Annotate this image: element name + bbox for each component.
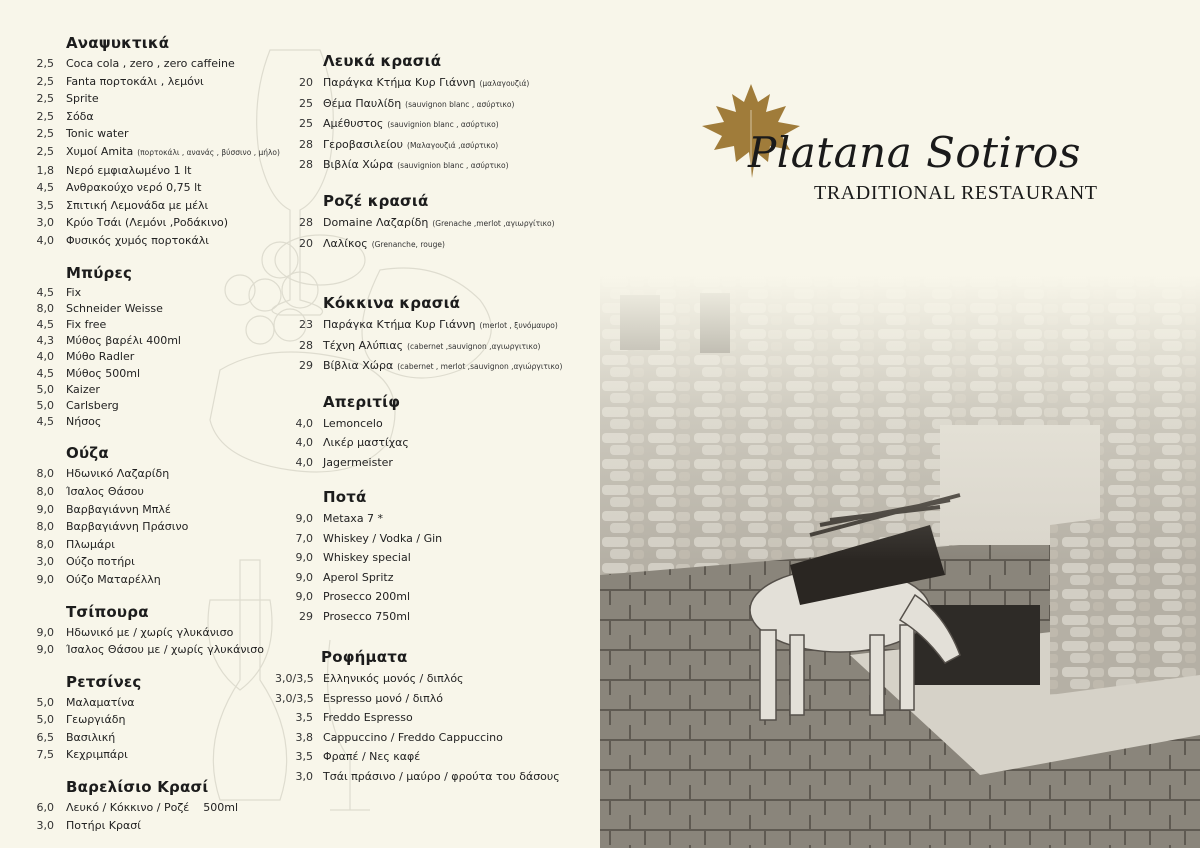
item-name: Πλωμάρι (66, 537, 115, 551)
item-price: 4,5 (36, 285, 54, 299)
item-price: 8,0 (36, 301, 54, 315)
item-name: Τσάι πράσινο / μαύρο / φρούτα του δάσους (323, 769, 560, 783)
menu-item (30, 817, 275, 835)
item-price: 9,0 (295, 570, 313, 584)
menu-item (275, 356, 595, 377)
menu-item (275, 336, 595, 357)
item-note: (sauvignion blanc , ασύρτικο) (387, 120, 499, 130)
menu-item (30, 398, 275, 414)
item-price: 28 (299, 215, 313, 229)
menu-item (275, 509, 595, 529)
item-price: 4,5 (36, 181, 54, 195)
item-price: 2,5 (36, 92, 54, 106)
section-title: Ρετσίνες (66, 672, 142, 691)
item-name: Ελληνικός μονός / διπλός (323, 672, 464, 686)
menu-item (30, 382, 275, 398)
item-price: 6,0 (36, 801, 54, 815)
menu-item (275, 433, 595, 453)
item-price: 20 (299, 236, 313, 250)
menu-item (30, 214, 275, 232)
menu-item (30, 143, 280, 162)
item-name: Παράγκα Κτήμα Κυρ Γιάννη (323, 76, 476, 89)
item-name: Schneider Weisse (66, 301, 163, 315)
menu-item (275, 234, 595, 255)
menu-item (30, 518, 275, 536)
item-price: 4,5 (36, 317, 54, 331)
menu-item (275, 315, 595, 336)
item-name: Κεχριμπάρι (66, 748, 128, 762)
item-price: 4,5 (36, 415, 54, 429)
item-note: (πορτοκάλι , ανανάς , βύσσινο , μήλο) (137, 147, 280, 157)
menu-item (275, 453, 595, 473)
menu-item (30, 366, 275, 382)
menu-item (30, 729, 275, 747)
item-note: (μαλαγουζιά) (479, 79, 530, 88)
item-name: Μύθο Radler (66, 350, 135, 364)
item-price: 9,0 (295, 551, 313, 565)
menu-item (30, 232, 275, 250)
item-price: 3,0/3,5 (275, 691, 314, 705)
menu-item (275, 767, 595, 787)
menu-item (30, 536, 275, 554)
item-price: 4,0 (36, 350, 54, 364)
item-name: Φραπέ / Νες καφέ (323, 750, 421, 764)
item-price: 1,8 (36, 163, 54, 177)
middle-menu-column (275, 52, 595, 800)
item-price: 2,5 (36, 109, 54, 123)
section-tsipouro (30, 603, 275, 659)
menu-item (30, 641, 275, 659)
item-name: Θέμα Παυλίδη (323, 96, 402, 110)
item-name: Παράγκα Κτήμα Κυρ Γιάννη (323, 318, 476, 332)
section-white-wines (275, 52, 595, 176)
section-title: Κόκκινα κρασιά (323, 294, 461, 313)
menu-item (30, 624, 275, 642)
item-name: Λαλίκος (323, 236, 368, 250)
section-retsina (30, 673, 275, 764)
item-note: (sauvignon blanc , ασύρτικο) (405, 99, 515, 109)
item-price: 9,0 (36, 643, 54, 657)
item-price: 5,0 (36, 695, 54, 709)
item-name: Αμέθυστος (323, 117, 384, 131)
menu-item (30, 501, 275, 519)
menu-item (275, 607, 595, 627)
item-name: Φυσικός χυμός πορτοκάλι (66, 233, 209, 247)
item-note: (Grenache ,merlot ,αγιωργίτικο) (432, 218, 555, 228)
item-price: 5,0 (36, 398, 54, 412)
item-name: Metaxa 7 * (323, 512, 384, 526)
item-price: 9,0 (295, 512, 313, 526)
section-title: Βαρελίσιο Κρασί (66, 778, 209, 797)
item-name: Μαλαματίνα (66, 695, 135, 709)
item-price: 4,5 (36, 366, 54, 380)
item-name: Σπιτική Λεμονάδα με μέλι (66, 198, 209, 212)
menu-item (275, 689, 595, 709)
menu-item (30, 179, 275, 197)
restaurant-logo (696, 80, 1106, 204)
section-drinks (275, 488, 595, 626)
item-price: 3,0 (295, 769, 313, 783)
menu-item (30, 465, 275, 483)
item-name: Jagermeister (323, 455, 393, 469)
menu-item (30, 694, 275, 712)
section-hot-drinks (275, 648, 595, 786)
item-name: Ίσαλος Θάσου (66, 484, 144, 498)
item-name: Ανθρακούχο νερό 0,75 lt (66, 181, 202, 195)
item-price: 2,5 (36, 57, 54, 70)
menu-item (30, 55, 275, 73)
item-name: Espresso μονό / διπλό (323, 691, 444, 705)
menu-item (275, 73, 595, 94)
item-name: Domaine Λαζαρίδη (323, 215, 429, 229)
item-name: Tonic water (66, 127, 129, 141)
item-name: Cappuccino / Freddo Cappuccino (323, 730, 503, 744)
menu-item (275, 414, 595, 434)
item-name: Λευκό / Κόκκινο / Ροζέ 500ml (66, 801, 238, 815)
section-title: Ούζα (66, 444, 109, 463)
restaurant-subtitle: TRADITIONAL RESTAURANT (814, 182, 1098, 204)
item-name: Βιβλία Χώρα (323, 158, 394, 172)
item-name: Γεωργιάδη (66, 713, 126, 727)
item-note: (cabernet , merlot ,sauvignon ,αγιώργιτικο) (397, 362, 563, 372)
item-name: Γεροβασιλείου (323, 137, 404, 151)
item-price: 6,5 (36, 730, 54, 744)
section-refreshments (30, 34, 280, 250)
item-price: 29 (299, 609, 313, 623)
item-price: 2,5 (36, 127, 54, 141)
item-name: Μύθος βαρέλι 400ml (66, 334, 181, 348)
item-name: Coca cola , zero , zero caffeine (66, 57, 235, 70)
item-price: 8,0 (36, 537, 54, 551)
section-title: Ροζέ κρασιά (323, 191, 429, 210)
item-name: Χυμοί Amita (66, 144, 134, 158)
item-price: 23 (299, 318, 313, 332)
item-name: Λικέρ μαστίχας (323, 436, 409, 450)
item-name: Fix (66, 285, 82, 299)
menu-item (275, 114, 595, 135)
item-note: (merlot , ξυνόμαυρο) (479, 321, 558, 331)
item-name: Βασιλική (66, 730, 116, 744)
section-beers (30, 264, 275, 431)
item-name: Carlsberg (66, 398, 119, 412)
item-name: Ίσαλος Θάσου με / χωρίς γλυκάνισο (66, 643, 264, 657)
item-name: Σόδα (66, 109, 94, 123)
menu-item (30, 197, 275, 215)
item-price: 3,5 (36, 198, 54, 212)
item-price: 4,0 (295, 436, 313, 450)
menu-item (275, 587, 595, 607)
section-red-wines (275, 294, 595, 377)
item-name: Prosecco 750ml (323, 609, 411, 623)
item-price: 8,0 (36, 484, 54, 498)
item-price: 7,5 (36, 748, 54, 762)
section-rose-wines (275, 192, 595, 254)
item-name: Βίβλια Χώρα (323, 359, 394, 373)
menu-item (30, 73, 275, 91)
item-name: Ποτήρι Κρασί (66, 818, 141, 832)
section-title: Λευκά κρασιά (323, 52, 442, 70)
item-name: Kaizer (66, 382, 100, 396)
item-price: 9,0 (36, 572, 54, 586)
section-title: Αναψυκτικά (66, 34, 170, 52)
item-price: 9,0 (36, 502, 54, 516)
item-name: Ούζο ποτήρι (66, 555, 135, 569)
item-price: 2,5 (36, 144, 54, 158)
item-name: Fix free (66, 317, 107, 331)
section-title: Ποτά (323, 488, 367, 507)
menu-item (30, 414, 275, 430)
item-name: Κρύο Τσάι (Λεμόνι ,Ροδάκινο) (66, 216, 229, 230)
item-price: 3,0 (36, 216, 54, 230)
item-price: 5,0 (36, 382, 54, 396)
item-name: Ηδωνικό με / χωρίς γλυκάνισο (66, 625, 234, 639)
menu-item (30, 553, 275, 571)
menu-item (30, 90, 275, 108)
village-fountain-photo (600, 275, 1200, 848)
menu-item (275, 529, 595, 549)
item-price: 8,0 (36, 520, 54, 534)
section-barrel-wine (30, 778, 275, 834)
menu-item (275, 548, 595, 568)
item-note: (Μαλαγουζιά ,ασύρτικο) (407, 140, 499, 150)
item-price: 5,0 (36, 713, 54, 727)
section-title: Απεριτίφ (323, 392, 401, 411)
item-name: Fanta πορτοκάλι , λεμόνι (66, 74, 204, 88)
item-note: (Grenanche, rouge) (371, 239, 445, 249)
item-note: (cabernet ,sauvignon ,αγιωργιτικο) (407, 341, 541, 351)
item-price: 4,0 (36, 233, 54, 247)
menu-item (30, 108, 275, 126)
menu-item (30, 285, 275, 301)
item-price: 2,5 (36, 74, 54, 88)
menu-item (275, 155, 595, 176)
item-price: 7,0 (295, 531, 313, 545)
restaurant-name: Platana Sotiros (748, 128, 1081, 177)
menu-item (30, 301, 275, 317)
item-price: 3,8 (295, 730, 313, 744)
item-price: 4,0 (295, 416, 313, 430)
left-menu-column (30, 34, 280, 848)
menu-item (275, 213, 595, 234)
item-price: 20 (299, 76, 313, 89)
item-name: Aperol Spritz (323, 570, 394, 584)
item-note: (sauvignion blanc , ασύρτικο) (397, 161, 509, 171)
item-name: Βαρβαγιάννη Μπλέ (66, 502, 171, 516)
item-price: 9,0 (36, 625, 54, 639)
item-price: 3,0 (36, 818, 54, 832)
item-name: Freddo Espresso (323, 711, 413, 725)
menu-item (30, 333, 275, 349)
item-price: 25 (299, 96, 313, 110)
item-name: Βαρβαγιάννη Πράσινο (66, 520, 189, 534)
item-price: 8,0 (36, 467, 54, 481)
menu-item (275, 747, 595, 767)
item-name: Sprite (66, 92, 99, 106)
item-price: 28 (299, 158, 313, 172)
menu-item (275, 135, 595, 156)
item-price: 25 (299, 117, 313, 131)
item-price: 3,0 (36, 555, 54, 569)
menu-item (30, 746, 275, 764)
item-price: 3,5 (295, 711, 313, 725)
section-title: Τσίπουρα (66, 602, 149, 621)
menu-item (30, 317, 275, 333)
menu-item (30, 125, 275, 143)
menu-item (30, 711, 275, 729)
item-name: Τέχνη Αλύπιας (323, 338, 404, 352)
item-name: Νήσος (66, 415, 102, 429)
item-price: 28 (299, 338, 313, 352)
item-name: Lemoncelo (323, 416, 383, 430)
item-price: 3,0/3,5 (275, 672, 314, 686)
menu-item (30, 483, 275, 501)
item-name: Ούζο Ματαρέλλη (66, 572, 161, 586)
menu-item (30, 799, 275, 817)
item-name: Whiskey special (323, 551, 411, 565)
item-price: 9,0 (295, 590, 313, 604)
menu-item (275, 669, 595, 689)
item-name: Νερό εμφιαλωμένο 1 lt (66, 163, 192, 177)
menu-item (275, 568, 595, 588)
item-price: 29 (299, 359, 313, 373)
section-title: Ροφήματα (321, 648, 408, 667)
item-price: 3,5 (295, 750, 313, 764)
item-name: Ηδωνικό Λαζαρίδη (66, 467, 170, 481)
section-aperitif (275, 393, 595, 473)
menu-item (275, 728, 595, 748)
menu-item (275, 94, 595, 115)
item-price: 4,0 (295, 455, 313, 469)
item-name: Whiskey / Vodka / Gin (323, 531, 443, 545)
item-name: Prosecco 200ml (323, 590, 411, 604)
section-title: Μπύρες (66, 263, 133, 282)
menu-item (275, 708, 595, 728)
menu-item (30, 162, 275, 180)
item-price: 4,3 (36, 334, 54, 348)
section-ouzo (30, 444, 275, 588)
item-price: 28 (299, 137, 313, 151)
menu-item (30, 571, 275, 589)
item-name: Μύθος 500ml (66, 366, 141, 380)
menu-item (30, 349, 275, 365)
